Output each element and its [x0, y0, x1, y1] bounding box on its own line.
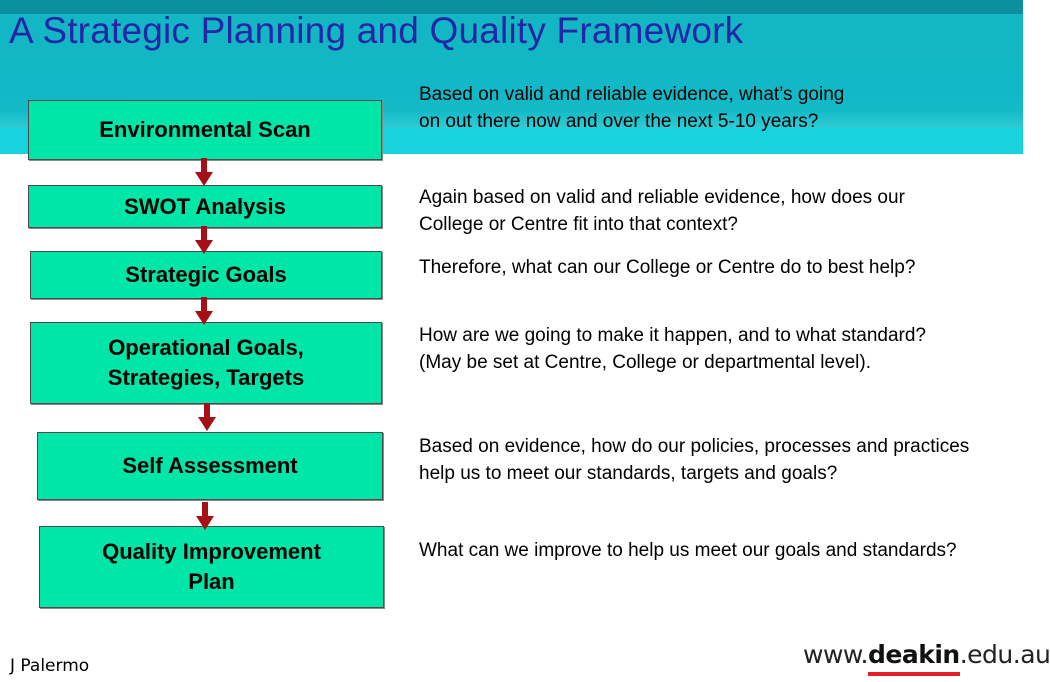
logo-suffix: .edu.au — [959, 640, 1050, 669]
deakin-logo — [803, 640, 1050, 669]
down-arrow-icon — [196, 502, 214, 530]
step-description-strategic-goals: Therefore, what can our College or Centre do to best help? — [419, 257, 916, 278]
step-box-quality-improvement-plan — [39, 526, 384, 608]
step-label: Environmental Scan — [99, 117, 311, 142]
slide-title: A Strategic Planning and Quality Framework — [9, 10, 744, 51]
step-description-operational-goals: How are we going to make it happen, and to what standard? (May be set at Centre, College or departmental level). — [419, 325, 926, 373]
step-label: Operational Goals, Strategies, Targets — [107, 335, 305, 390]
step-box-strategic-goals — [30, 251, 382, 299]
step-box-self-assessment — [37, 432, 383, 500]
step-box-environmental-scan — [28, 100, 382, 160]
step-box-operational-goals — [30, 322, 382, 404]
down-arrow-icon — [195, 297, 213, 325]
logo-brand — [868, 640, 960, 669]
logo-brand-text: deakin — [868, 640, 960, 669]
down-arrow-icon — [198, 403, 216, 431]
logo-underline — [868, 672, 960, 676]
step-description-quality-improvement-plan: What can we improve to help us meet our goals and standards? — [419, 540, 957, 561]
step-label: SWOT Analysis — [124, 193, 286, 219]
step-description-swot-analysis: Again based on valid and reliable evidence, how does our College or Centre fit into that context? — [419, 187, 905, 235]
down-arrow-icon — [195, 158, 213, 186]
logo-prefix: www. — [803, 640, 868, 669]
step-box-swot-analysis — [28, 185, 382, 228]
down-arrow-icon — [195, 226, 213, 254]
step-label: Quality Improvement Plan — [102, 539, 321, 594]
step-description-environmental-scan: Based on valid and reliable evidence, what’s going on out there now and over the next 5-10 years? — [419, 84, 845, 132]
step-description-self-assessment: Based on evidence, how do our policies, processes and practices help us to meet our standards, targets and goals? — [419, 436, 970, 484]
step-label: Self Assessment — [122, 453, 298, 478]
step-label: Strategic Goals — [125, 262, 287, 287]
author-name: J Palermo — [10, 656, 90, 676]
